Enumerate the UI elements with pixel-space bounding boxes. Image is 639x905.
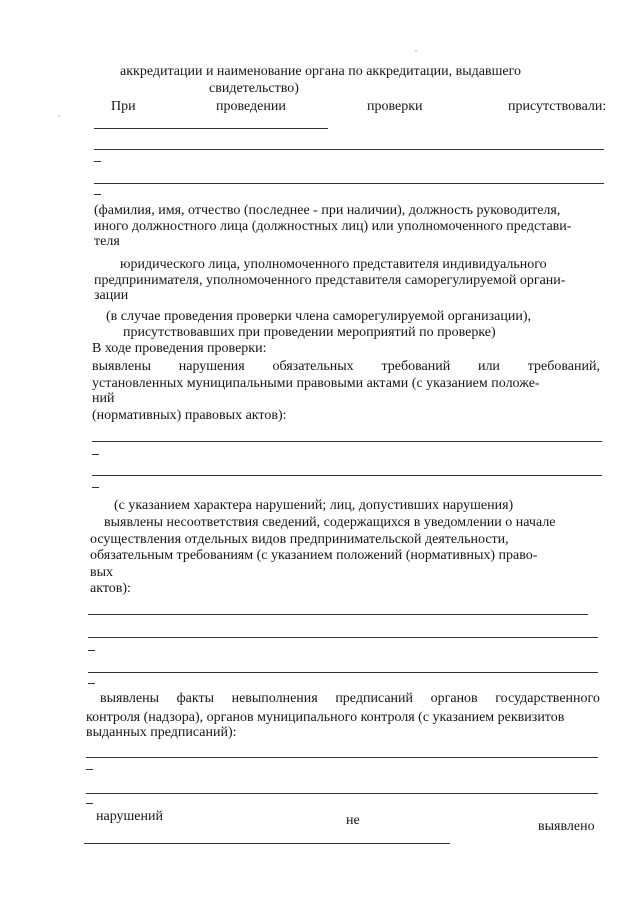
fill-line	[94, 128, 328, 129]
fill-dash	[88, 683, 95, 684]
mismatch-line-3: обязательным требованиям (с указанием положений (нормативных) право-	[90, 548, 538, 563]
persons-note-line: предпринимателя, уполномоченного представителя саморегулируемой органи-	[94, 273, 566, 288]
persons-note-line: (в случае проведения проверки члена саморегулируемой организации),	[106, 309, 532, 324]
present-word-3: проверки	[367, 99, 423, 114]
violations-line-2: установленных муниципальными правовыми актами (с указанием положе-	[92, 376, 540, 391]
fill-dash	[92, 454, 99, 455]
violations-note: (с указанием характера нарушений; лиц, допустивших нарушения)	[114, 498, 514, 513]
fill-line	[88, 672, 598, 673]
word: требований,	[527, 359, 600, 374]
fill-line	[86, 793, 598, 794]
violations-line-3: ний	[92, 391, 115, 406]
present-word-2: проведении	[216, 99, 286, 114]
prescriptions-line-3: выданных предписаний):	[86, 725, 237, 740]
intro-line-2: свидетельство)	[209, 81, 299, 96]
word: нарушения	[178, 359, 245, 374]
mismatch-line-4: вых	[90, 565, 114, 580]
persons-note-line: зации	[94, 288, 129, 303]
prescriptions-line-2: контроля (надзора), органов муниципального контроля (с указанием реквизитов	[86, 710, 565, 725]
fill-line	[92, 475, 602, 476]
persons-note-line: юридического лица, уполномоченного представителя индивидуального	[120, 257, 547, 272]
fill-dash	[86, 803, 93, 804]
fill-dash	[94, 161, 101, 162]
intro-line-1: аккредитации и наименование органа по аккредитации, выдавшего	[120, 64, 521, 79]
scan-speck	[415, 50, 417, 52]
prescriptions-line-1	[100, 690, 600, 707]
persons-note-line: (фамилия, имя, отчество (последнее - при наличии), должность руководителя,	[94, 203, 561, 218]
fill-line	[88, 637, 598, 638]
word: факты	[176, 691, 214, 706]
scan-speck	[58, 115, 60, 117]
fill-line	[92, 441, 602, 442]
fill-line	[88, 614, 588, 615]
persons-note-line: иного должностного лица (должностных лиц) или уполномоченного представи-	[94, 219, 572, 234]
fill-dash	[94, 194, 101, 195]
word: выявлены	[100, 691, 159, 706]
fill-line	[86, 757, 598, 758]
fill-line	[84, 843, 450, 844]
final-word-1: нарушений	[96, 809, 163, 824]
word: органов	[430, 691, 478, 706]
present-word-1: При	[111, 99, 136, 114]
word: или	[477, 359, 500, 374]
present-word-4: присутствовали:	[508, 99, 607, 114]
word: обязательных	[272, 359, 354, 374]
mismatch-line-2: осуществления отдельных видов предпринимательской деятельности,	[90, 532, 509, 547]
final-word-3: выявлено	[538, 819, 595, 834]
fill-dash	[92, 487, 99, 488]
word: выявлены	[92, 359, 151, 374]
fill-line	[94, 149, 604, 150]
violations-line-1	[92, 358, 600, 375]
final-word-2: не	[346, 813, 360, 828]
violations-line-4: (нормативных) правовых актов):	[92, 408, 287, 423]
fill-dash	[86, 769, 93, 770]
word: предписаний	[335, 691, 414, 706]
persons-note-line: присутствовавших при проведении мероприятий по проверке)	[123, 325, 496, 340]
fill-dash	[88, 650, 95, 651]
word: требований	[381, 359, 451, 374]
word: государственного	[495, 691, 600, 706]
persons-note-line: теля	[94, 234, 120, 249]
course-title: В ходе проведения проверки:	[92, 341, 267, 356]
mismatch-line-1: выявлены несоответствия сведений, содержащихся в уведомлении о начале	[104, 515, 556, 530]
fill-line	[94, 183, 604, 184]
word: невыполнения	[231, 691, 318, 706]
mismatch-line-5: актов):	[90, 581, 131, 596]
